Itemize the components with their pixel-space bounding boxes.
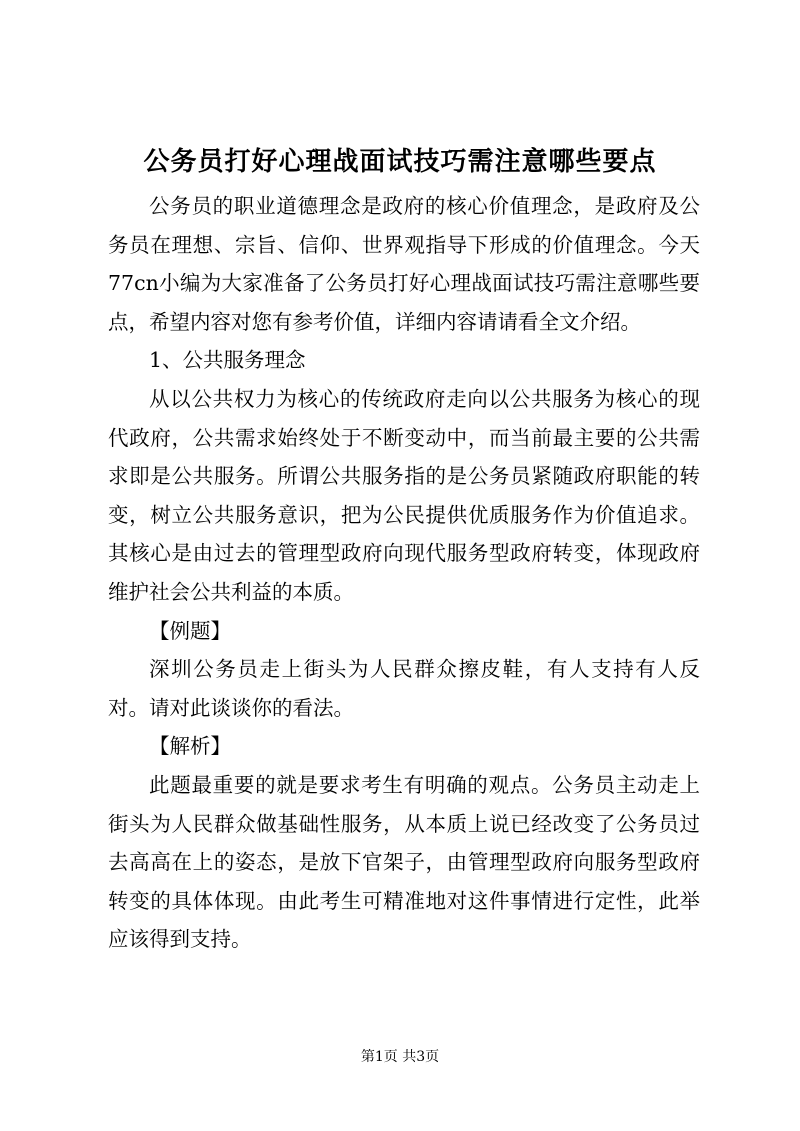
- intro-paragraph: 公务员的职业道德理念是政府的核心价值理念，是政府及公务员在理想、宗旨、信仰、世界观指导下形成的价值理念。今天77cn小编为大家准备了公务员打好心理战面试技巧需注意哪些要点，希望内容对您有参考价值，详细内容请请看全文介绍。: [108, 194, 700, 334]
- page-number-footer: 第1页 共3页: [360, 1049, 440, 1065]
- document-body: [108, 187, 700, 959]
- example-question: 深圳公务员走上街头为人民群众擦皮鞋，有人支持有人反对。请对此谈谈你的看法。: [108, 657, 700, 720]
- document-title: 公务员打好心理战面试技巧需注意哪些要点: [143, 147, 657, 177]
- analysis-label: 【解析】: [149, 734, 231, 759]
- analysis-paragraph: 此题最重要的就是要求考生有明确的观点。公务员主动走上街头为人民群众做基础性服务，从本质上说已经改变了公务员过去高高在上的姿态，是放下官架子，由管理型政府向服务型政府转变的具体体现。由此考生可精准地对这件事情进行定性，此举应该得到支持。: [108, 772, 700, 952]
- section-heading-public-service: 1、公共服务理念: [149, 348, 306, 373]
- example-label: 【例题】: [149, 618, 231, 643]
- public-service-paragraph: 从以公共权力为核心的传统政府走向以公共服务为核心的现代政府，公共需求始终处于不断变动中，而当前最主要的公共需求即是公共服务。所谓公共服务指的是公务员紧随政府职能的转变，树立公共服务意识，把为公民提供优质服务作为价值追求。其核心是由过去的管理型政府向现代服务型政府转变，体现政府维护社会公共利益的本质。: [108, 386, 700, 604]
